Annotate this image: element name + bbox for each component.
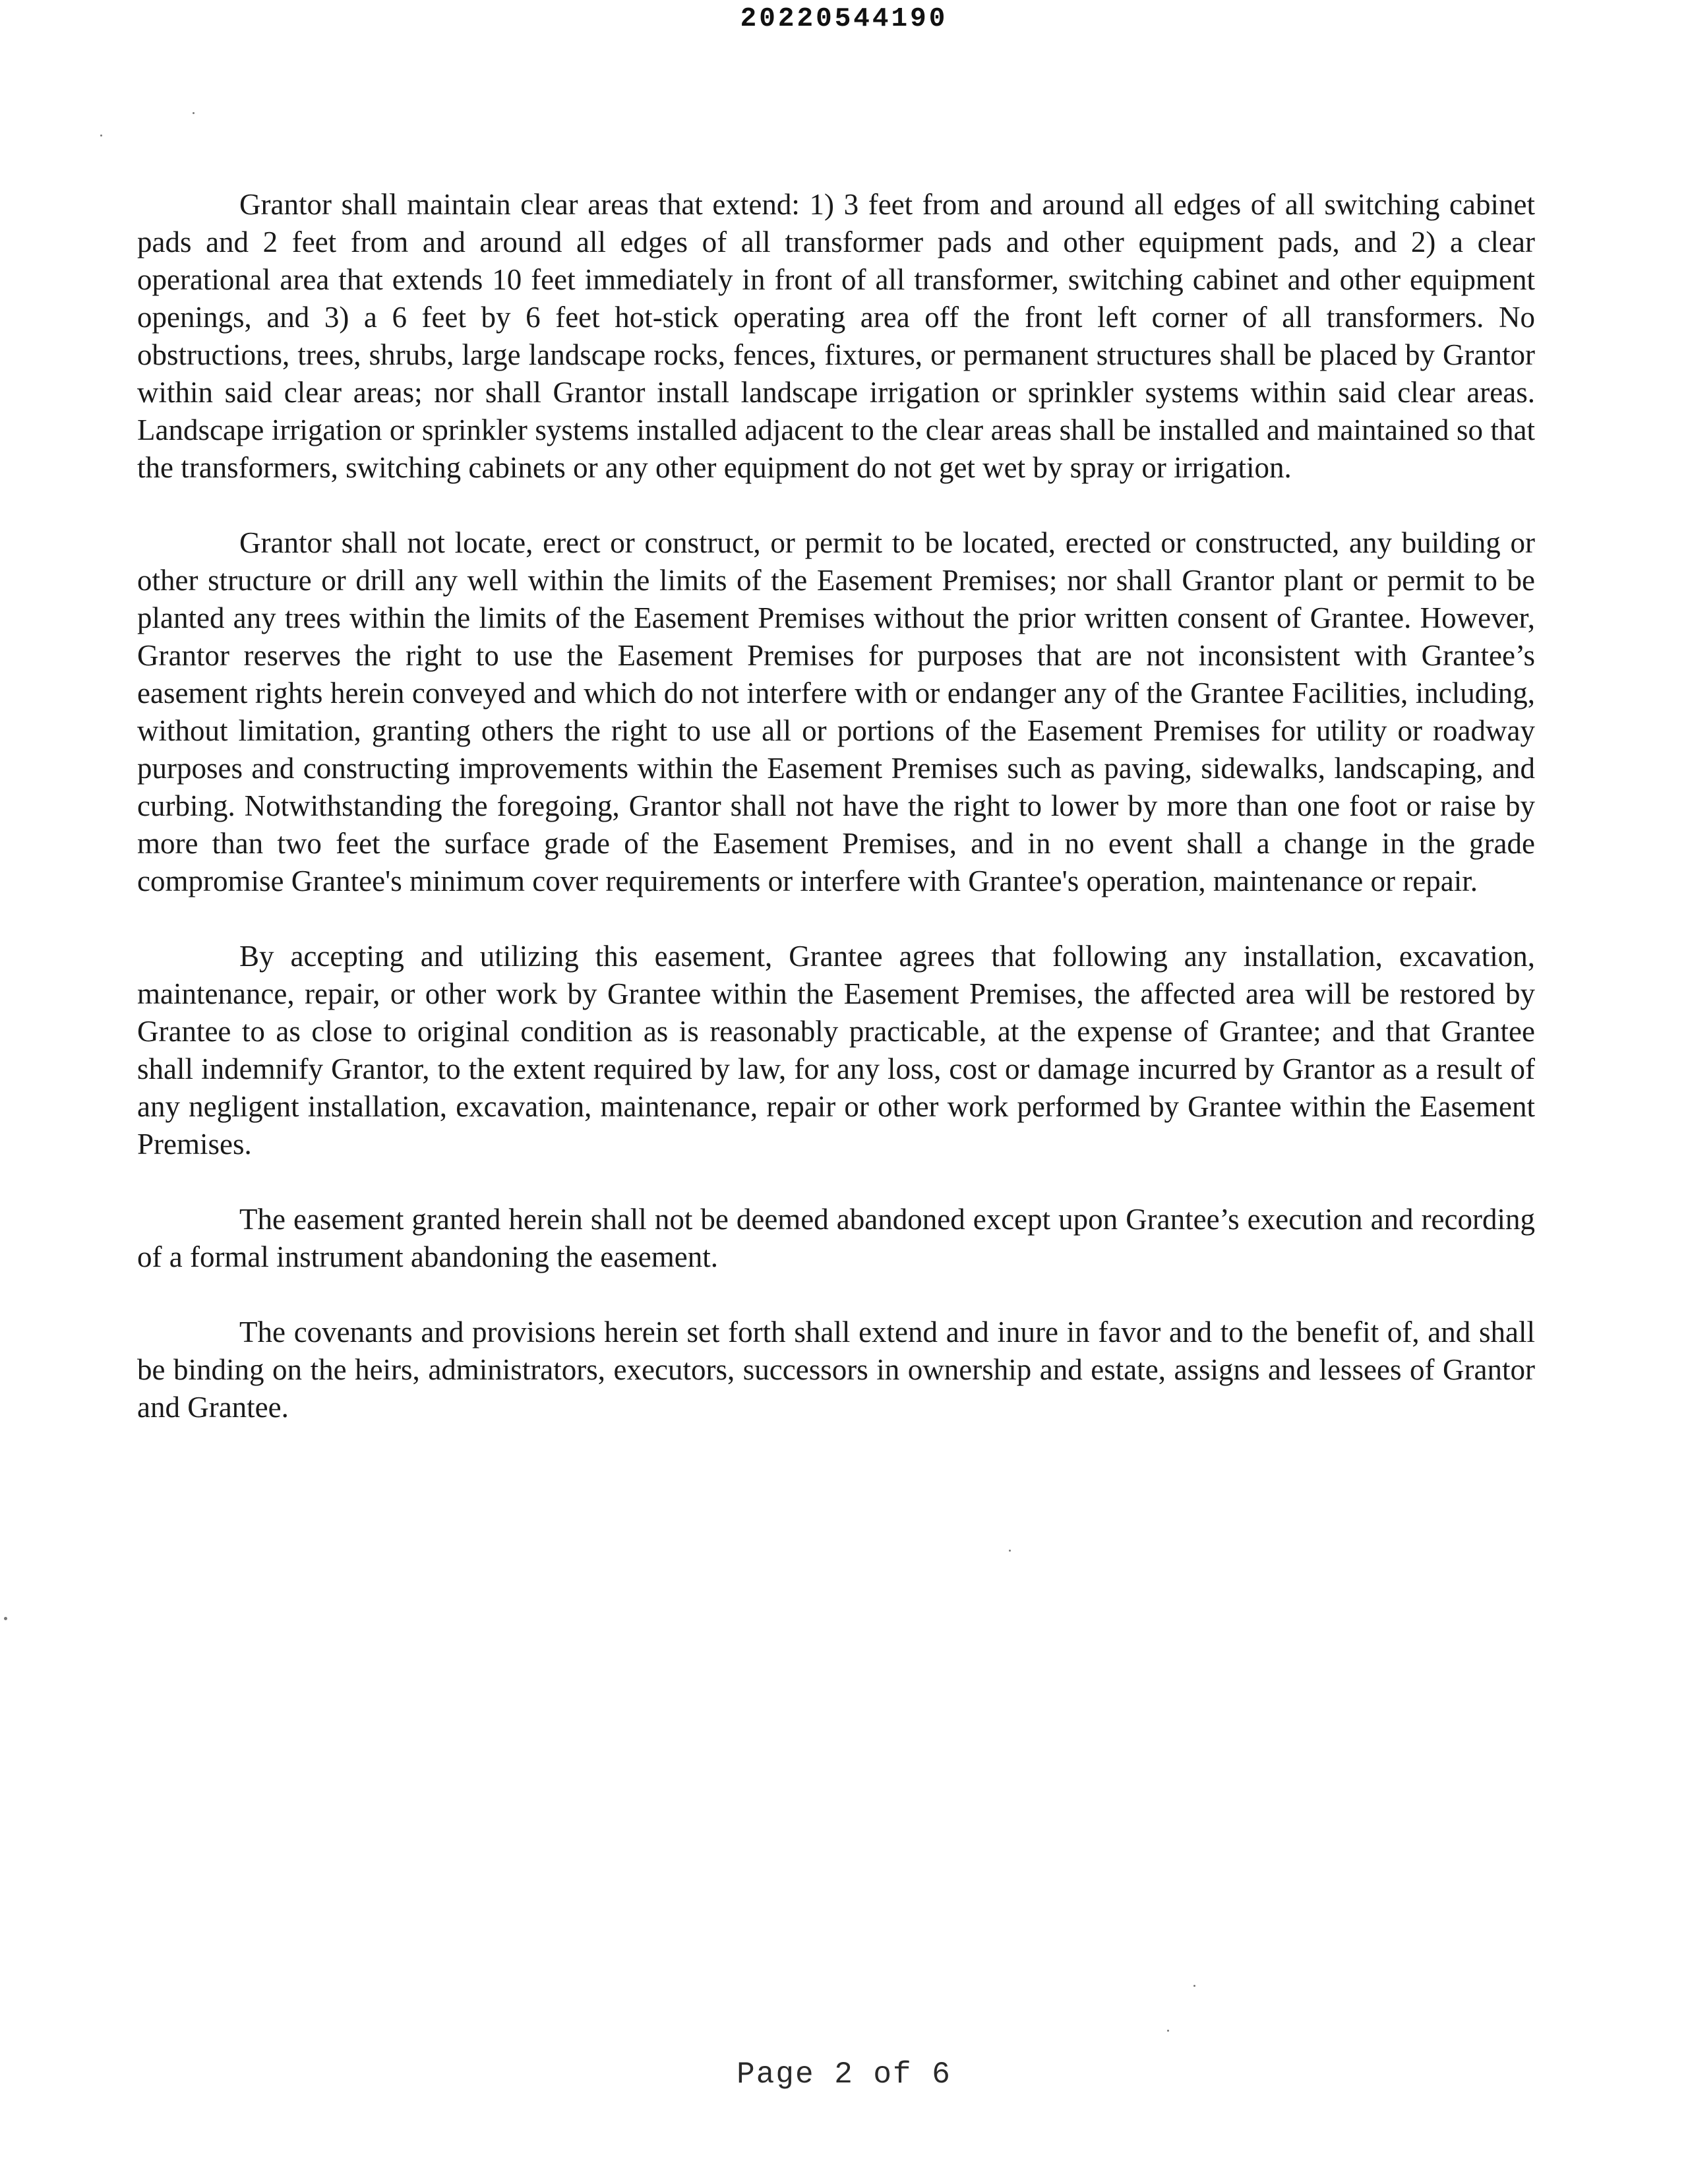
paragraph-structures-restriction: Grantor shall not locate, erect or construct, or permit to be located, erected or constructed, any building or other structure or drill any well within the limits of the Easement Premises; nor shall Grantor plant or permit to be planted any trees within the limits of the Easement Premises without the prior written consent of Grantee. However, Grantor reserves the right to use the Easement Premises for purposes that are not inconsistent with Grantee’s easement rights herein conveyed and which do not interfere with or endanger any of the Grantee Facilities, including, without limitation, granting others the right to use all or portions of the Easement Premises for utility or roadway purposes and constructing improvements within the Easement Premises such as paving, sidewalks, landscaping, and curbing. Notwithstanding the foregoing, Grantor shall not have the right to lower by more than one foot or raise by more than two feet the surface grade of the Easement Premises, and in no event shall a change in the grade compromise Grantee's minimum cover requirements or interfere with Grantee's operation, maintenance or repair. [137,526,1535,897]
document-body [137,186,1535,1426]
scan-speck [1167,2030,1169,2032]
scan-speck [193,112,195,114]
paragraph-abandonment: The easement granted herein shall not be deemed abandoned except upon Grantee’s execution and recording of a formal instrument abandoning the easement. [137,1203,1535,1273]
paragraph-restoration-indemnity: By accepting and utilizing this easement, Grantee agrees that following any installation, excavation, maintenance, repair, or other work by Grantee within the Easement Premises, the affected area will be restored by Grantee to as close to original condition as is reasonably practicable, at the expense of Grantee; and that Grantee shall indemnify Grantor, to the extent required by law, for any loss, cost or damage incurred by Grantor as a result of any negligent installation, excavation, maintenance, repair or other work performed by Grantee within the Easement Premises. [137,940,1535,1161]
scan-speck [4,1617,7,1620]
scan-speck [1193,1985,1195,1987]
page-number-footer: Page 2 of 6 [737,2057,951,2092]
document-number: 20220544190 [740,4,948,34]
scan-speck [1009,1550,1011,1552]
paragraph-clear-areas: Grantor shall maintain clear areas that extend: 1) 3 feet from and around all edges of all switching cabinet pads and 2 feet from and around all edges of all transformer pads and other equipment pads, and 2) a clear operational area that extends 10 feet immediately in front of all transformer, switching cabinet and other equipment openings, and 3) a 6 feet by 6 feet hot-stick operating area off the front left corner of all transformers. No obstructions, trees, shrubs, large landscape rocks, fences, fixtures, or permanent structures shall be placed by Grantor within said clear areas; nor shall Grantor install landscape irrigation or sprinkler systems within said clear areas. Landscape irrigation or sprinkler systems installed adjacent to the clear areas shall be installed and maintained so that the transformers, switching cabinets or any other equipment do not get wet by spray or irrigation. [137,188,1535,484]
scan-speck [100,135,102,136]
paragraph-covenants: The covenants and provisions herein set forth shall extend and inure in favor and to the benefit of, and shall be binding on the heirs, administrators, executors, successors in ownership and estate, assigns and lessees of Grantor and Grantee. [137,1316,1535,1424]
